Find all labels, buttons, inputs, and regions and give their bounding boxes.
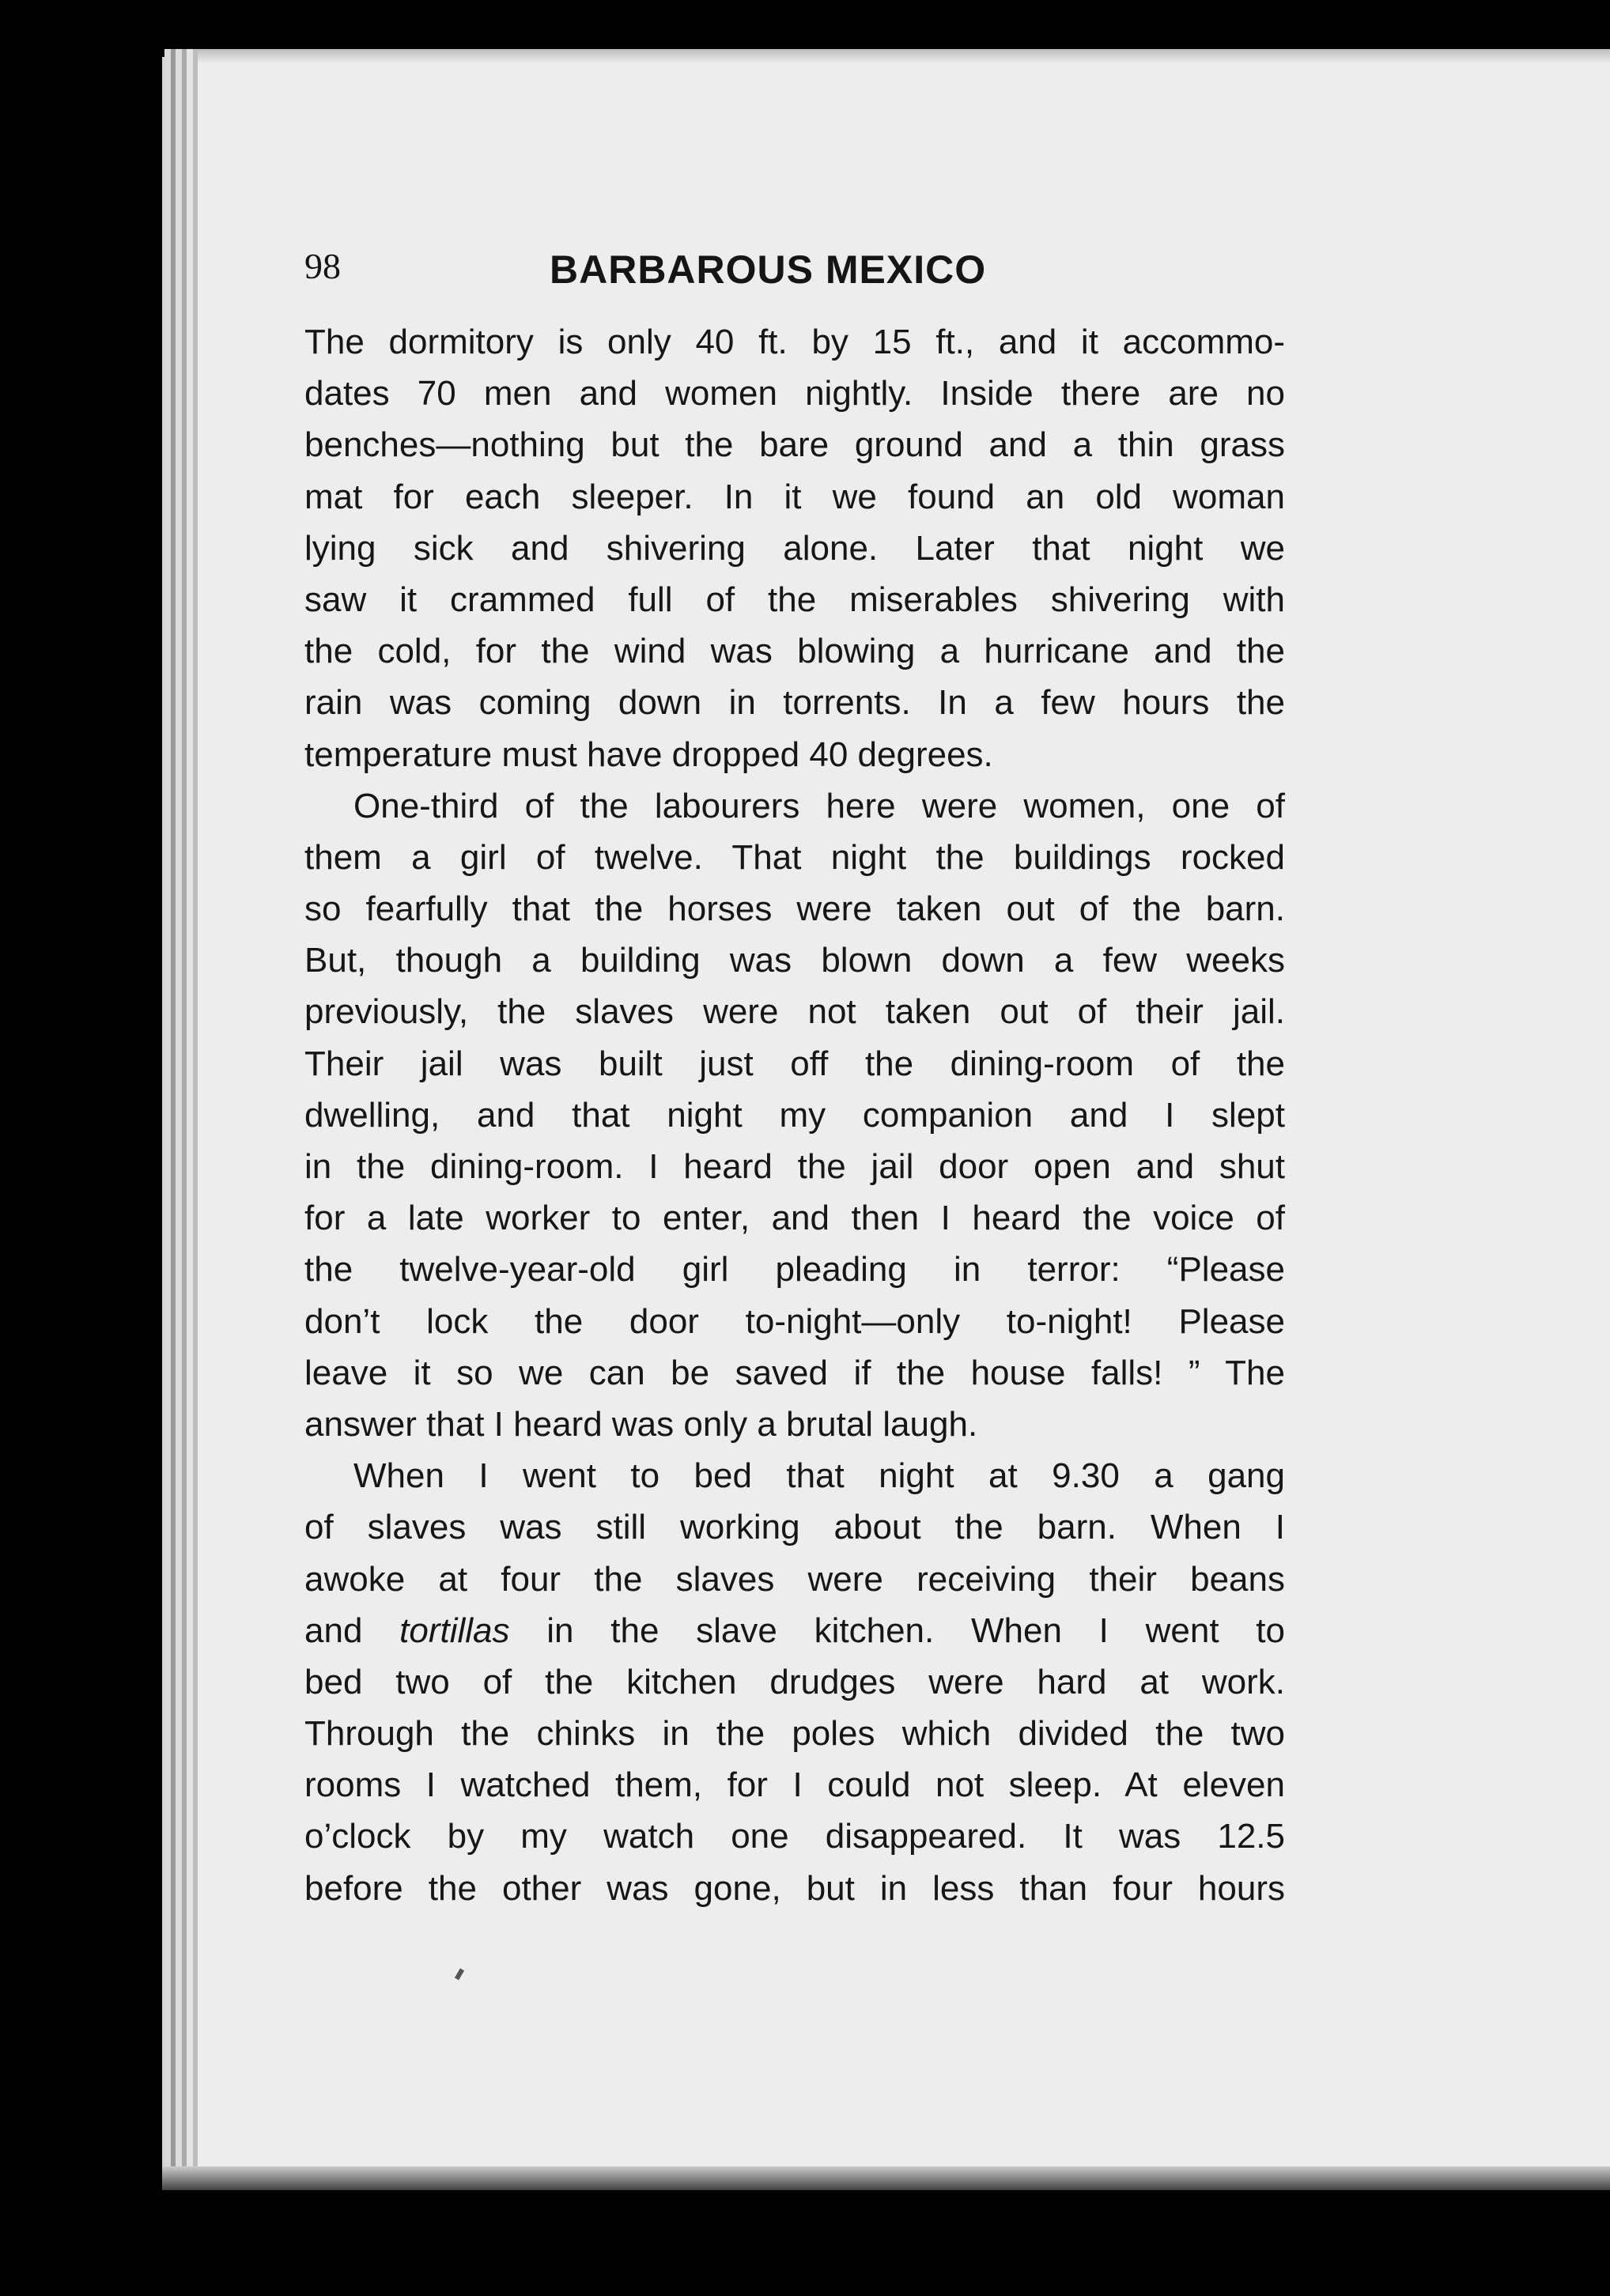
body-text [304,316,1285,1914]
text-line: One-third of the labourers here were women, one of [353,786,1285,825]
text-line: dwelling, and that night my companion and I slept [304,1095,1285,1135]
text-line: in the dining-room. I heard the jail door open and shut [304,1147,1285,1186]
text-line: Through the chinks in the poles which divided the two [304,1714,1285,1754]
text-line: o’clock by my watch one disappeared. It was 12.5 [304,1817,1285,1856]
text-line: and tortillas in the slave kitchen. When I went to [304,1611,1285,1650]
text-line: don’t lock the door to-night—only to-night! Please [304,1301,1285,1341]
text-line: the cold, for the wind was blowing a hurricane and the [304,632,1285,671]
text-line: previously, the slaves were not taken out of their jail. [304,992,1285,1032]
text-line: dates 70 men and women nightly. Inside there are no [304,374,1285,414]
page-shadow [198,49,1610,63]
text-line: rooms I watched them, for I could not sleep. At eleven [304,1765,1285,1805]
text-line: The dormitory is only 40 ft. by 15 ft., and it accommo- [304,323,1285,361]
paragraph-2 [304,780,1285,1450]
text-line: benches—nothing but the bare ground and a thin grass [304,425,1285,465]
text-line: rain was coming down in torrents. In a few hours the [304,683,1285,723]
text-line: mat for each sleeper. In it we found an old woman [304,477,1285,516]
page-bottom-edge [162,2166,1610,2190]
text-line: saw it crammed full of the miserables shivering with [304,580,1285,619]
text-line: But, though a building was blown down a few weeks [304,941,1285,980]
text-line: lying sick and shivering alone. Later that night we [304,528,1285,568]
italic-word: tortillas [399,1611,510,1650]
paragraph-1 [304,316,1285,780]
text-line: before the other was gone, but in less than four hours [304,1868,1285,1908]
text-line: so fearfully that the horses were taken out of the barn. [304,889,1285,929]
text-line: bed two of the kitchen drudges were hard at work. [304,1662,1285,1701]
page-number: 98 [304,246,341,286]
running-title: BARBAROUS MEXICO [550,247,987,292]
text-line: answer that I heard was only a brutal laugh. [304,1404,978,1444]
text-line: Their jail was built just off the dining-room of the [304,1044,1285,1083]
text-line: them a girl of twelve. That night the buildings rocked [304,837,1285,877]
text-line: When I went to bed that night at 9.30 a gang [353,1456,1285,1496]
text-line: of slaves was still working about the barn. When I [304,1508,1285,1547]
running-head [304,245,1332,300]
text-line: for a late worker to enter, and then I heard the voice of [304,1199,1285,1238]
text-line: leave it so we can be saved if the house falls! ” The [304,1353,1285,1392]
text-line: temperature must have dropped 40 degrees. [304,734,993,774]
paragraph-3 [304,1450,1285,1914]
text-line: awoke at four the slaves were receiving their beans [304,1559,1285,1599]
text-line: the twelve-year-old girl pleading in terror: “Please [304,1250,1285,1290]
